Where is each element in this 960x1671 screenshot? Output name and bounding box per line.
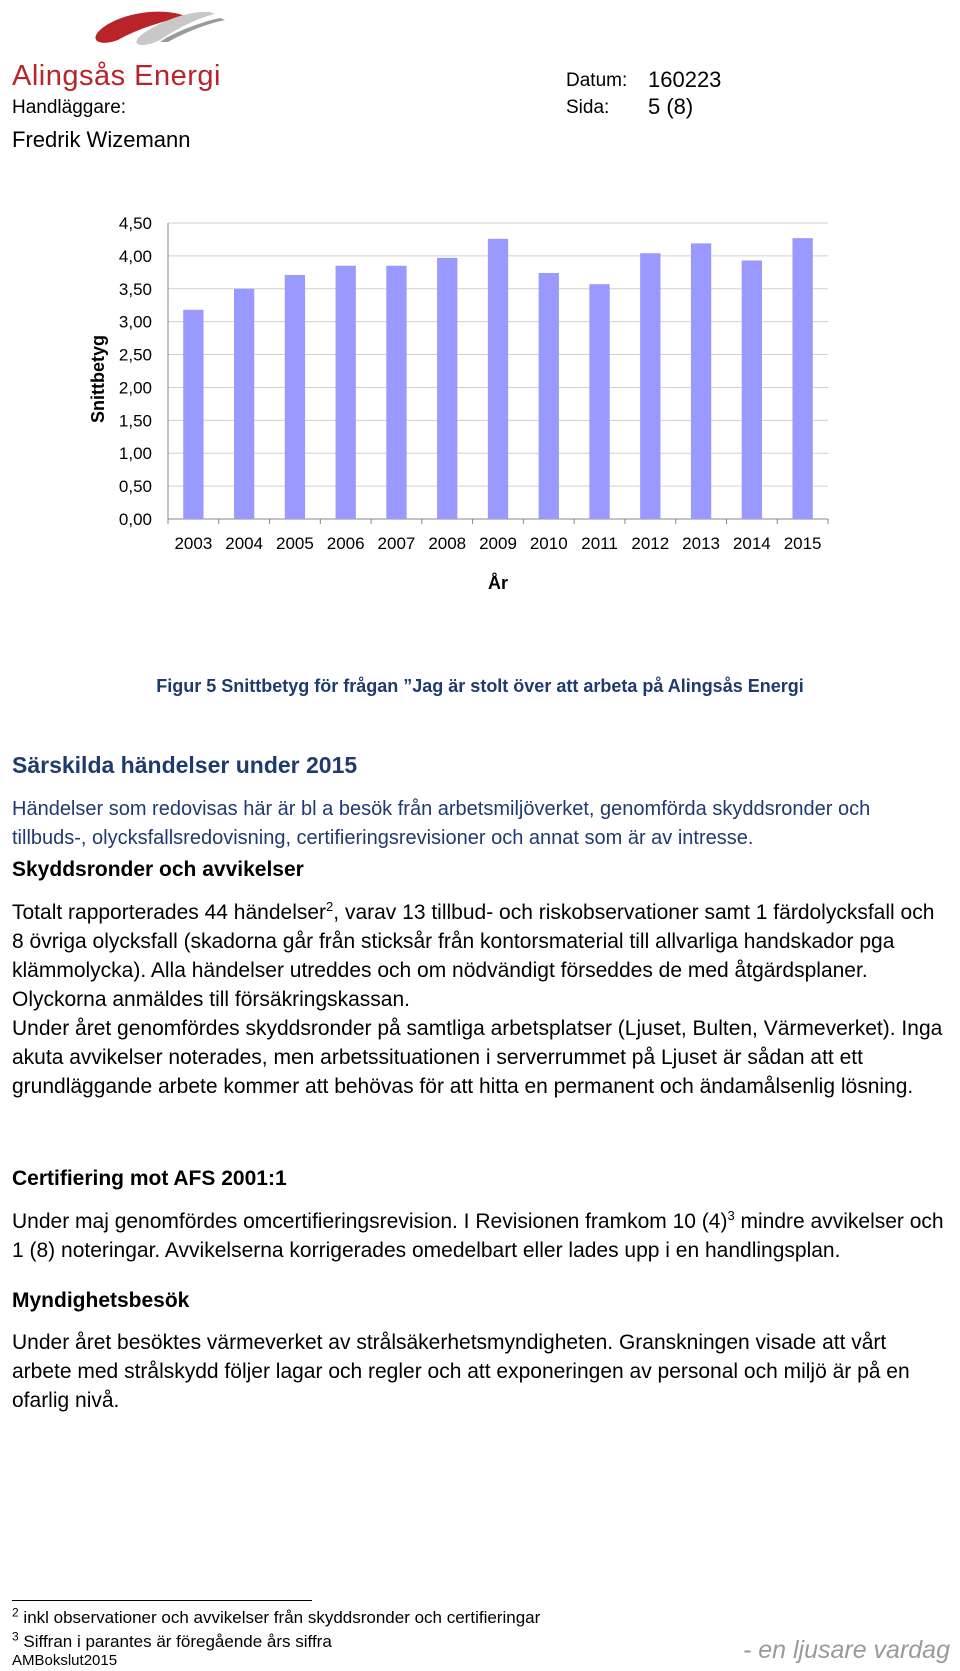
datum-label: Datum:	[566, 70, 628, 91]
bar	[792, 238, 812, 519]
footnote-separator	[12, 1600, 312, 1601]
bar	[183, 310, 203, 519]
x-tick-label: 2006	[326, 534, 365, 553]
bar	[539, 273, 559, 519]
y-tick-label: 3,00	[118, 312, 152, 332]
certifiering-heading: Certifiering mot AFS 2001:1	[12, 1167, 287, 1190]
skyddsronder-paragraph-1	[12, 898, 947, 1014]
y-tick-label: 2,00	[118, 378, 152, 398]
section-title: Särskilda händelser under 2015	[12, 752, 358, 778]
figure-caption: Figur 5 Snittbetyg för frågan ”Jag är stolt över att arbeta på Alingsås Energi	[156, 676, 804, 696]
certifiering-text-b: mindre avvikelser och 1 (8) noteringar. Avvikelserna korrigerades omedelbart eller lades upp i en handlingsplan.	[12, 1210, 944, 1262]
skyddsronder-heading: Skyddsronder och avvikelser	[12, 858, 304, 881]
x-tick-label: 2012	[631, 534, 670, 553]
footnote-2	[12, 1605, 541, 1628]
y-tick-label: 0,00	[118, 510, 152, 529]
certifiering-text-a: Under maj genomfördes omcertifieringsrevision. I Revisionen framkom 10 (4)	[12, 1210, 728, 1233]
footnote-3-number: 3	[12, 1629, 19, 1644]
bar	[691, 243, 711, 519]
x-tick-label: 2010	[529, 534, 568, 553]
bar	[488, 239, 508, 519]
bar	[386, 266, 406, 519]
sida-value: 5 (8)	[648, 94, 694, 119]
x-tick-label: 2007	[377, 534, 416, 553]
myndighet-heading: Myndighetsbesök	[12, 1289, 190, 1312]
bar	[742, 260, 762, 519]
footnote-3-text: Siffran i parantes är föregående års siffra	[18, 1632, 332, 1651]
footer-slogan: - en ljusare vardag	[742, 1636, 950, 1664]
y-tick-label: 2,50	[118, 345, 152, 365]
sida-label: Sida:	[566, 97, 610, 118]
bar	[640, 253, 660, 519]
x-tick-label: 2014	[732, 534, 771, 553]
footnote-2-text: inkl observationer och avvikelser från skyddsronder och certifieringar	[18, 1608, 541, 1627]
rating-bar-chart	[0, 215, 960, 635]
bar	[589, 284, 609, 519]
footnote-ref-3[interactable]: 3	[727, 1208, 735, 1223]
footnote-ref-2[interactable]: 2	[326, 899, 334, 914]
y-tick-label: 0,50	[118, 477, 152, 497]
y-tick-label: 4,50	[118, 215, 152, 233]
x-tick-label: 2008	[428, 534, 467, 553]
skyddsronder-p1-text-a: Totalt rapporterades 44 händelser	[12, 901, 327, 924]
bar	[285, 275, 305, 519]
y-tick-label: 1,00	[118, 444, 152, 464]
x-tick-label: 2011	[581, 534, 618, 553]
x-tick-label: 2005	[276, 534, 314, 553]
footer-doc-name: AMBokslut2015	[12, 1652, 118, 1669]
skyddsronder-p1-text-b: , varav 13 tillbud- och riskobservationer samt 1 färdolycksfall och 8 övriga olycksfall (skadorna går från sticksår från kontorsmaterial till allvarliga handskador pga klämmolycka). Alla händelser utreddes och om nödvändigt förseddes de med åtgärdsplaner. Olyckorna anmäldes till försäkringskassan.	[12, 901, 935, 1011]
y-tick-label: 1,50	[118, 411, 152, 431]
y-tick-label: 3,50	[118, 279, 152, 299]
company-name: Alingsås Energi	[12, 60, 221, 92]
x-tick-label: 2009	[479, 534, 517, 553]
certifiering-paragraph	[12, 1207, 947, 1265]
certifiering-body	[12, 1207, 947, 1265]
footnote-3	[12, 1629, 332, 1652]
x-tick-label: 2015	[783, 534, 822, 553]
section-intro: Händelser som redovisas här är bl a besök från arbetsmiljöverket, genomförda skyddsronder och tillbuds-, olycksfallsredovisning, certifieringsrevisioner och annat som är av intresse.	[12, 798, 871, 849]
bar	[437, 258, 457, 519]
x-tick-label: 2003	[174, 534, 213, 553]
y-axis-title: Snittbetyg	[88, 335, 108, 423]
x-axis-title: År	[487, 573, 509, 593]
bar	[336, 266, 356, 519]
myndighet-paragraph: Under året besöktes värmeverket av strålsäkerhetsmyndigheten. Granskningen visade att vårt arbete med strålskydd följer lagar och regler och att exponeringen av personal och miljö är på en ofarlig nivå.	[12, 1331, 910, 1412]
x-tick-label: 2013	[682, 534, 720, 553]
footnote-2-number: 2	[12, 1605, 19, 1620]
y-tick-label: 4,00	[118, 246, 152, 266]
bar	[234, 289, 254, 519]
skyddsronder-body	[12, 898, 947, 1101]
author-name: Fredrik Wizemann	[12, 127, 191, 152]
skyddsronder-paragraph-2: Under året genomfördes skyddsronder på samtliga arbetsplatser (Ljuset, Bulten, Värmeverket). Inga akuta avvikelser noterades, men arbetssituationen i serverrummet på Ljuset är sådan att ett grundläggande arbete kommer att behövas för att hitta en permanent och ändamålsenlig lösning.	[12, 1017, 943, 1098]
datum-value: 160223	[648, 67, 722, 92]
handlaggare-label: Handläggare:	[12, 97, 127, 118]
x-tick-label: 2004	[225, 534, 264, 553]
